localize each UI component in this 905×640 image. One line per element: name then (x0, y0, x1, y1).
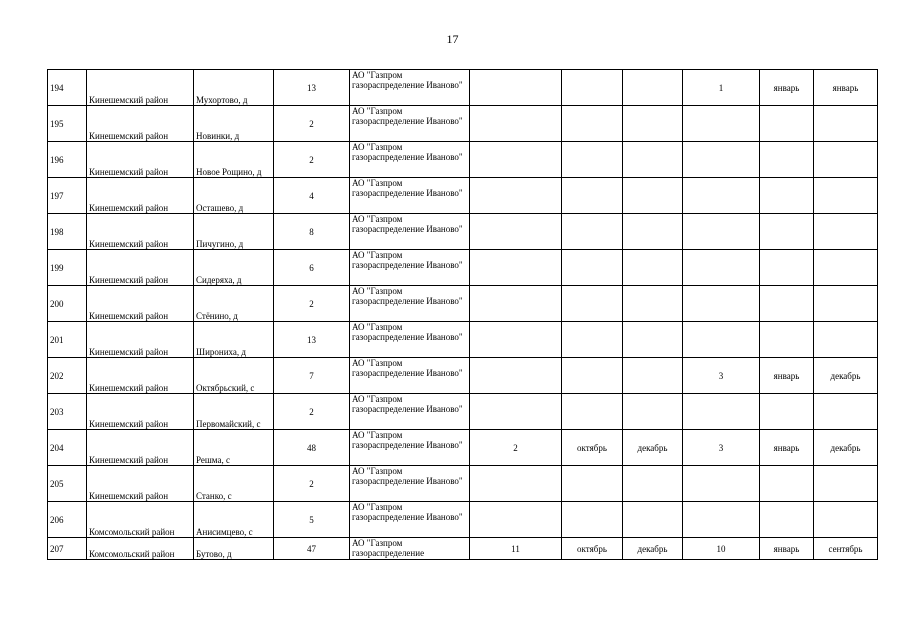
cell-start-month: январь (760, 358, 814, 394)
cell-value (683, 466, 760, 502)
cell-value: 3 (683, 430, 760, 466)
cell-start-month (562, 286, 623, 322)
table-row (48, 430, 878, 466)
cell-district: Кинешемский район (87, 142, 194, 178)
cell-start-month (562, 322, 623, 358)
cell-value (470, 286, 562, 322)
cell-end-month (814, 142, 878, 178)
cell-count: 2 (274, 466, 350, 502)
cell-district: Кинешемский район (87, 322, 194, 358)
cell-district: Кинешемский район (87, 466, 194, 502)
cell-district: Кинешемский район (87, 430, 194, 466)
cell-start-month (760, 106, 814, 142)
cell-end-month (623, 178, 683, 214)
cell-organization: АО "Газпром газораспределение Иваново" (350, 178, 470, 214)
cell-end-month (623, 214, 683, 250)
cell-row-number: 205 (48, 466, 87, 502)
cell-district: Кинешемский район (87, 250, 194, 286)
cell-row-number: 196 (48, 142, 87, 178)
cell-settlement: Первомайский, с (194, 394, 274, 430)
cell-end-month (814, 466, 878, 502)
cell-value: 10 (683, 538, 760, 560)
cell-value (683, 286, 760, 322)
table-row (48, 106, 878, 142)
table-row (48, 250, 878, 286)
cell-value (470, 142, 562, 178)
cell-start-month (562, 250, 623, 286)
cell-organization: АО "Газпром газораспределение Иваново" (350, 358, 470, 394)
cell-row-number: 203 (48, 394, 87, 430)
cell-row-number: 194 (48, 70, 87, 106)
cell-end-month: декабрь (814, 358, 878, 394)
cell-value (470, 394, 562, 430)
cell-value (683, 214, 760, 250)
cell-end-month (623, 70, 683, 106)
cell-value (470, 250, 562, 286)
table-row (48, 178, 878, 214)
cell-settlement: Анисимцево, с (194, 502, 274, 538)
table-row (48, 466, 878, 502)
cell-value (683, 322, 760, 358)
cell-value: 1 (683, 70, 760, 106)
cell-start-month (760, 178, 814, 214)
cell-start-month (562, 70, 623, 106)
cell-count: 6 (274, 250, 350, 286)
cell-settlement: Октябрьский, с (194, 358, 274, 394)
cell-count: 5 (274, 502, 350, 538)
cell-district: Кинешемский район (87, 70, 194, 106)
cell-start-month (562, 502, 623, 538)
cell-value (683, 142, 760, 178)
cell-organization: АО "Газпром газораспределение Иваново" (350, 250, 470, 286)
cell-start-month (760, 286, 814, 322)
cell-row-number: 202 (48, 358, 87, 394)
cell-organization: АО "Газпром газораспределение Иваново" (350, 70, 470, 106)
cell-end-month (814, 106, 878, 142)
cell-row-number: 197 (48, 178, 87, 214)
cell-end-month: январь (814, 70, 878, 106)
cell-value (470, 214, 562, 250)
cell-count: 7 (274, 358, 350, 394)
cell-start-month (562, 466, 623, 502)
cell-end-month (814, 250, 878, 286)
cell-district: Кинешемский район (87, 178, 194, 214)
cell-settlement: Широниха, д (194, 322, 274, 358)
cell-end-month (623, 106, 683, 142)
cell-district: Кинешемский район (87, 214, 194, 250)
cell-end-month: сентябрь (814, 538, 878, 560)
page-number: 17 (446, 32, 459, 46)
cell-district: Комсомольский район (87, 502, 194, 538)
cell-end-month (623, 142, 683, 178)
cell-value (470, 70, 562, 106)
cell-settlement: Новинки, д (194, 106, 274, 142)
cell-settlement: Новое Рощино, д (194, 142, 274, 178)
cell-settlement: Решма, с (194, 430, 274, 466)
cell-count: 13 (274, 322, 350, 358)
cell-end-month (814, 214, 878, 250)
cell-row-number: 199 (48, 250, 87, 286)
cell-start-month (562, 394, 623, 430)
cell-start-month (760, 142, 814, 178)
table-row (48, 358, 878, 394)
cell-start-month (760, 466, 814, 502)
cell-count: 47 (274, 538, 350, 560)
cell-organization: АО "Газпром газораспределение Иваново" (350, 106, 470, 142)
cell-organization: АО "Газпром газораспределение Иваново" (350, 322, 470, 358)
cell-end-month (623, 466, 683, 502)
cell-start-month: октябрь (562, 430, 623, 466)
cell-organization: АО "Газпром газораспределение Иваново" (350, 286, 470, 322)
cell-row-number: 207 (48, 538, 87, 560)
cell-value (470, 358, 562, 394)
table-row (48, 502, 878, 538)
table-row (48, 322, 878, 358)
cell-end-month (814, 178, 878, 214)
cell-start-month: январь (760, 70, 814, 106)
cell-start-month: январь (760, 430, 814, 466)
cell-settlement: Стёнино, д (194, 286, 274, 322)
cell-start-month (760, 322, 814, 358)
cell-end-month (623, 250, 683, 286)
cell-value (470, 106, 562, 142)
cell-start-month (760, 394, 814, 430)
cell-district: Кинешемский район (87, 286, 194, 322)
cell-start-month (760, 502, 814, 538)
cell-settlement: Сидеряха, д (194, 250, 274, 286)
cell-settlement: Пичугино, д (194, 214, 274, 250)
cell-value (470, 178, 562, 214)
cell-district: Комсомольский район (87, 538, 194, 560)
table-row (48, 214, 878, 250)
table-row (48, 70, 878, 106)
cell-end-month (623, 394, 683, 430)
cell-value (683, 502, 760, 538)
cell-end-month (623, 358, 683, 394)
cell-count: 48 (274, 430, 350, 466)
cell-value (683, 106, 760, 142)
cell-organization: АО "Газпром газораспределение Иваново" (350, 394, 470, 430)
table-row (48, 538, 878, 560)
cell-row-number: 206 (48, 502, 87, 538)
table-body (48, 70, 878, 560)
gasification-table (47, 69, 878, 560)
table-row (48, 286, 878, 322)
cell-count: 2 (274, 142, 350, 178)
cell-start-month: январь (760, 538, 814, 560)
cell-organization: АО "Газпром газораспределение Иваново" (350, 214, 470, 250)
cell-end-month: декабрь (623, 538, 683, 560)
cell-end-month (623, 322, 683, 358)
cell-end-month (623, 286, 683, 322)
cell-start-month: октябрь (562, 538, 623, 560)
cell-settlement: Станко, с (194, 466, 274, 502)
cell-end-month (623, 502, 683, 538)
cell-value: 11 (470, 538, 562, 560)
cell-settlement: Мухортово, д (194, 70, 274, 106)
cell-end-month: декабрь (623, 430, 683, 466)
cell-count: 8 (274, 214, 350, 250)
cell-district: Кинешемский район (87, 106, 194, 142)
cell-row-number: 195 (48, 106, 87, 142)
cell-row-number: 200 (48, 286, 87, 322)
cell-settlement: Бутово, д (194, 538, 274, 560)
cell-row-number: 201 (48, 322, 87, 358)
cell-value: 3 (683, 358, 760, 394)
cell-value (470, 502, 562, 538)
cell-value (470, 322, 562, 358)
cell-organization: АО "Газпром газораспределение Иваново" (350, 466, 470, 502)
cell-count: 2 (274, 394, 350, 430)
cell-organization: АО "Газпром газораспределение Иваново" (350, 502, 470, 538)
table-row (48, 142, 878, 178)
cell-district: Кинешемский район (87, 394, 194, 430)
cell-end-month (814, 502, 878, 538)
cell-organization: АО "Газпром газораспределение (350, 538, 470, 560)
table-row (48, 394, 878, 430)
cell-start-month (760, 250, 814, 286)
cell-count: 13 (274, 70, 350, 106)
cell-start-month (562, 142, 623, 178)
cell-settlement: Осташево, д (194, 178, 274, 214)
cell-value: 2 (470, 430, 562, 466)
cell-start-month (562, 358, 623, 394)
cell-end-month (814, 322, 878, 358)
cell-end-month (814, 286, 878, 322)
cell-value (683, 178, 760, 214)
cell-start-month (760, 214, 814, 250)
cell-district: Кинешемский район (87, 358, 194, 394)
cell-start-month (562, 106, 623, 142)
cell-end-month: декабрь (814, 430, 878, 466)
cell-value (470, 466, 562, 502)
cell-organization: АО "Газпром газораспределение Иваново" (350, 430, 470, 466)
cell-count: 2 (274, 106, 350, 142)
cell-end-month (814, 394, 878, 430)
cell-start-month (562, 178, 623, 214)
cell-count: 2 (274, 286, 350, 322)
cell-row-number: 204 (48, 430, 87, 466)
cell-organization: АО "Газпром газораспределение Иваново" (350, 142, 470, 178)
cell-count: 4 (274, 178, 350, 214)
cell-row-number: 198 (48, 214, 87, 250)
cell-value (683, 394, 760, 430)
cell-value (683, 250, 760, 286)
cell-start-month (562, 214, 623, 250)
